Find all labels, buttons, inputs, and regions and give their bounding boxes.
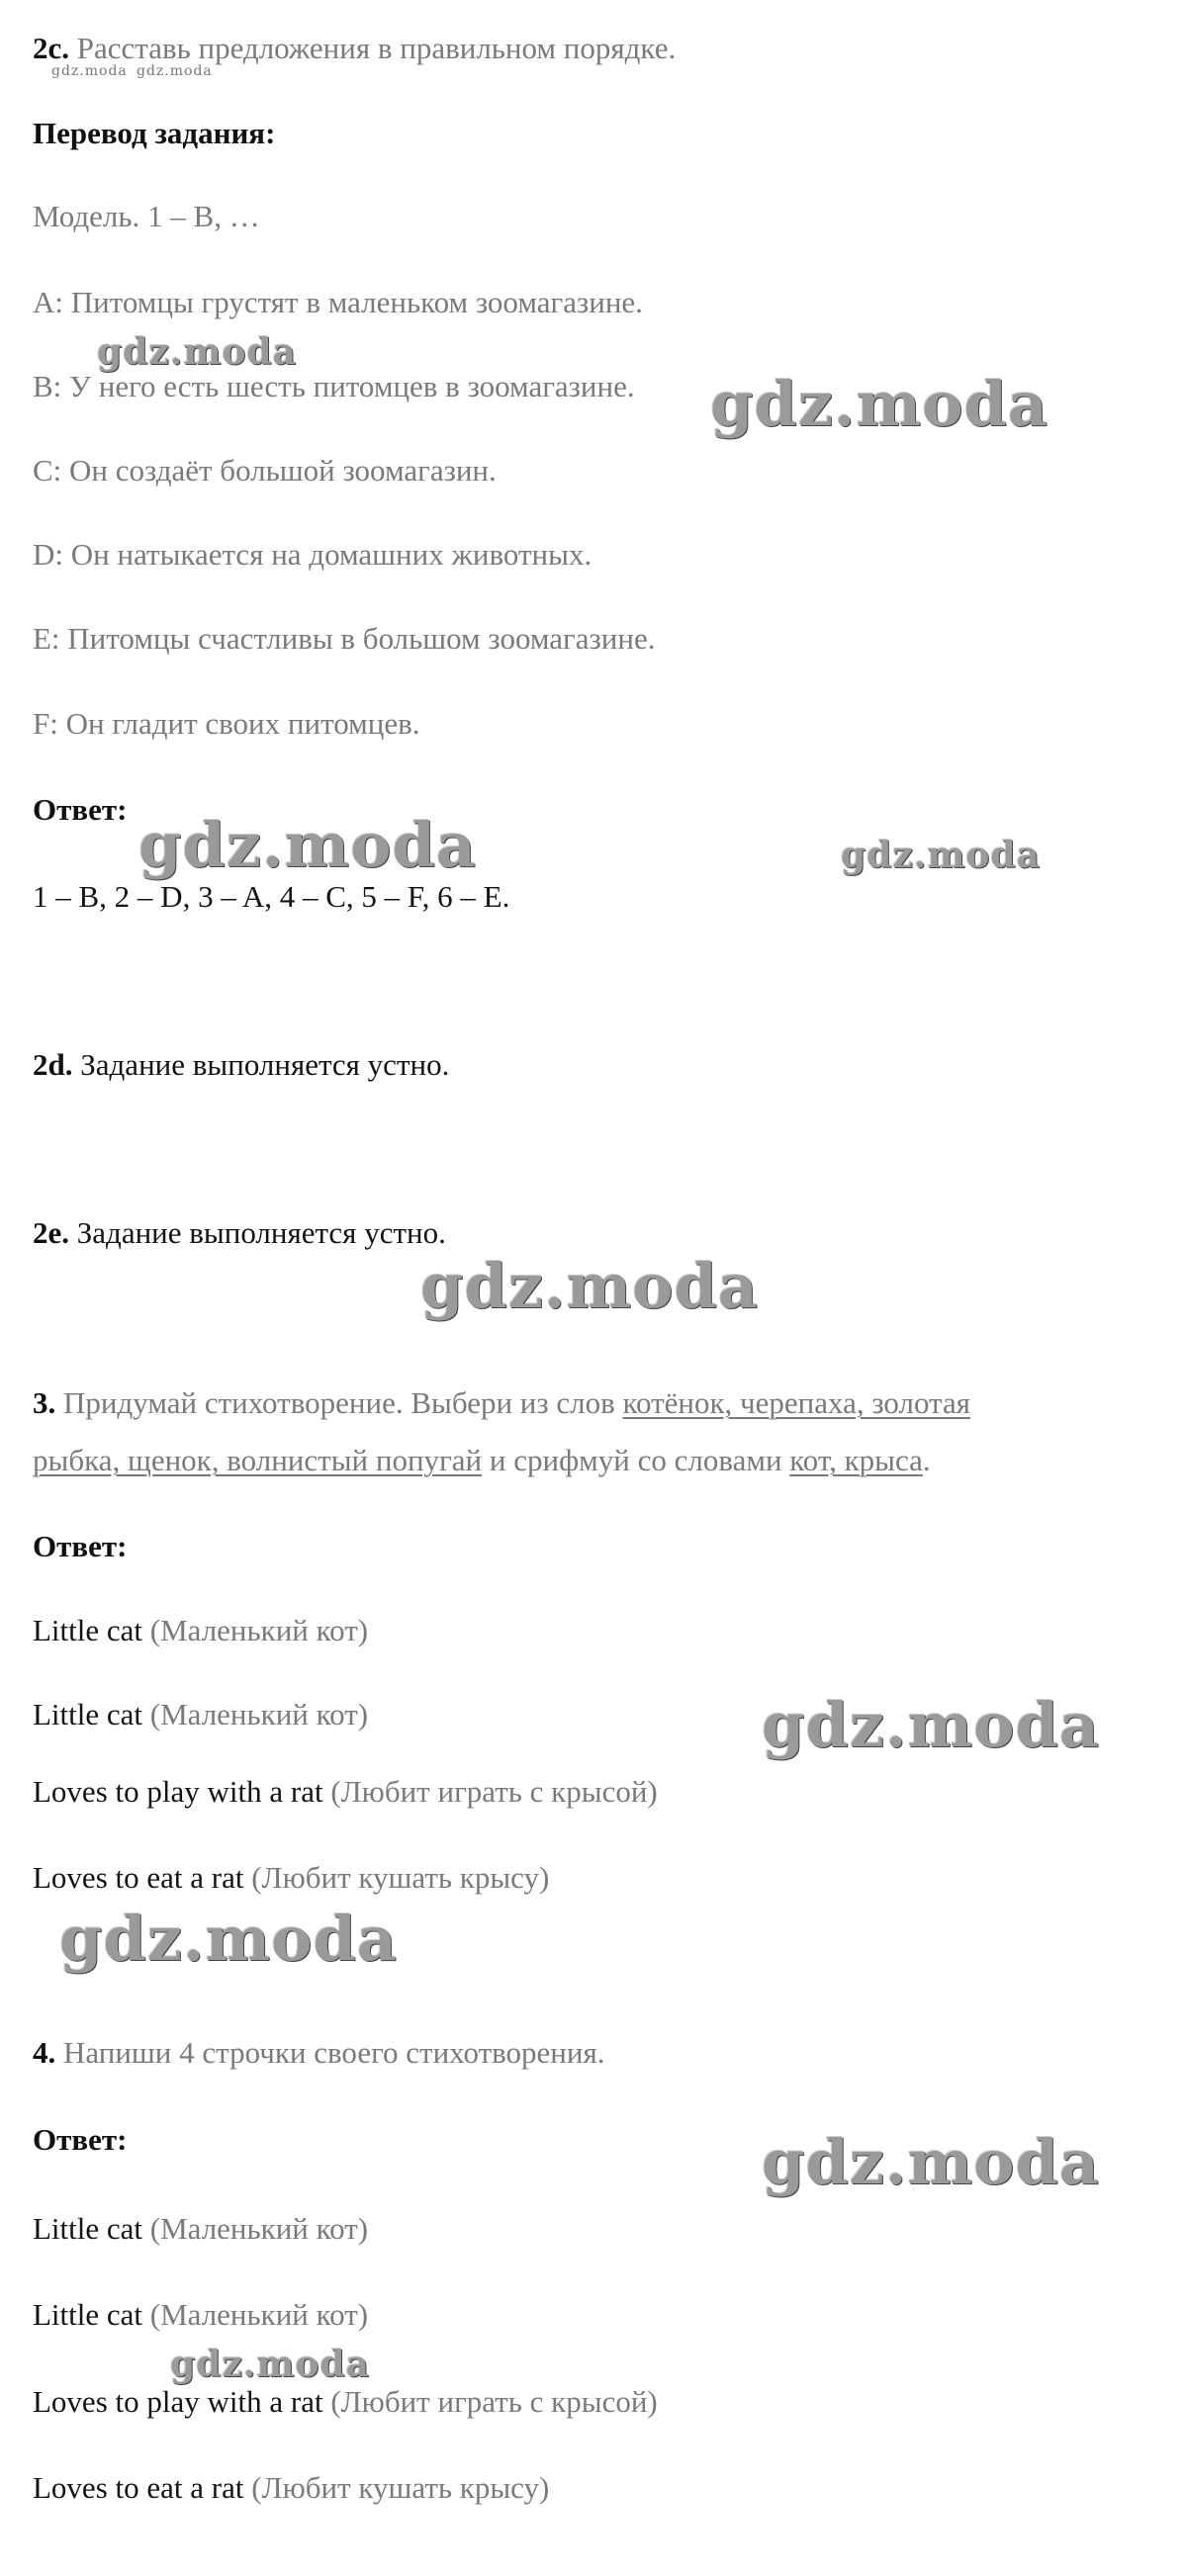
poem-line xyxy=(33,2210,368,2248)
poem-ru: (Маленький кот) xyxy=(149,2297,369,2332)
watermark: gdz.moda xyxy=(762,2126,1100,2198)
list-item: A: Питомцы грустят в маленьком зоомагазине. xyxy=(33,285,643,319)
watermark: gdz.moda xyxy=(97,331,297,373)
watermark: gdz.moda xyxy=(420,1250,759,1322)
poem-ru: (Маленький кот) xyxy=(149,2211,369,2246)
answer-heading: Ответ: xyxy=(33,792,128,827)
watermark: gdz.moda xyxy=(170,2344,370,2385)
poem-ru: (Любит играть с крысой) xyxy=(330,1774,658,1809)
watermark: gdz.moda xyxy=(59,1903,398,1975)
task-number: 2c. xyxy=(33,31,70,65)
poem-line xyxy=(33,1696,368,1733)
poem-line xyxy=(33,2383,658,2421)
task-2e-heading xyxy=(33,1214,446,1252)
underlined-words: рыбка, щенок, волнистый попугай xyxy=(33,1443,483,1477)
poem-en: Loves to play with a rat xyxy=(33,1774,323,1809)
task-text: и срифмуй со словами xyxy=(482,1443,790,1477)
task-text: Придумай стихотворение. Выбери из слов xyxy=(63,1385,623,1420)
list-item: D: Он натыкается на домашних животных. xyxy=(33,537,592,572)
poem-en: Loves to eat a rat xyxy=(33,1860,244,1895)
poem-en: Little cat xyxy=(33,1697,143,1732)
watermark: gdz.moda xyxy=(51,63,128,79)
poem-line xyxy=(33,1773,658,1811)
task-2c-heading xyxy=(33,30,676,67)
poem-en: Loves to play with a rat xyxy=(33,2384,323,2419)
list-item: F: Он гладит своих питомцев. xyxy=(33,706,420,741)
watermark: gdz.moda xyxy=(138,809,477,881)
task-text: . xyxy=(922,1443,931,1477)
task-text: Задание выполняется устно. xyxy=(80,1047,450,1082)
poem-ru: (Маленький кот) xyxy=(149,1613,369,1647)
task-4-heading xyxy=(33,2034,605,2072)
poem-ru: (Любит кушать крысу) xyxy=(251,1860,550,1895)
model-line: Модель. 1 – B, … xyxy=(33,199,260,233)
task-text: Расставь предложения в правильном порядке. xyxy=(76,31,677,65)
poem-en: Little cat xyxy=(33,1613,143,1647)
list-item: E: Питомцы счастливы в большом зоомагазине. xyxy=(33,621,656,656)
task-number: 3. xyxy=(33,1385,56,1420)
watermark: gdz.moda xyxy=(137,63,213,79)
task-number: 2e. xyxy=(33,1215,70,1250)
poem-en: Loves to eat a rat xyxy=(33,2470,244,2505)
poem-ru: (Любит играть с крысой) xyxy=(330,2384,658,2419)
task-number: 2d. xyxy=(33,1047,73,1082)
poem-ru: (Маленький кот) xyxy=(149,1697,369,1732)
task-2d-heading xyxy=(33,1046,449,1084)
watermark: gdz.moda xyxy=(841,835,1041,876)
poem-line xyxy=(33,2296,368,2334)
watermark: gdz.moda xyxy=(762,1689,1100,1761)
translation-heading: Перевод задания: xyxy=(33,116,276,150)
underlined-words: кот, крыса xyxy=(789,1443,923,1477)
task-number: 4. xyxy=(33,2035,56,2070)
poem-ru: (Любит кушать крысу) xyxy=(251,2470,550,2505)
task-text: Задание выполняется устно. xyxy=(76,1215,446,1250)
list-item: B: У него есть шесть питомцев в зоомагазине. xyxy=(33,369,635,403)
answer-text: 1 – B, 2 – D, 3 – A, 4 – C, 5 – F, 6 – E. xyxy=(33,879,510,914)
poem-line xyxy=(33,1859,549,1897)
poem-en: Little cat xyxy=(33,2211,143,2246)
underlined-words: котёнок, черепаха, золотая xyxy=(622,1385,971,1420)
watermark: gdz.moda xyxy=(710,368,1048,440)
poem-line xyxy=(33,1612,368,1649)
task-3-heading xyxy=(33,1384,970,1422)
list-item: C: Он создаёт большой зоомагазин. xyxy=(33,453,497,488)
answer-heading: Ответ: xyxy=(33,1529,128,1563)
task-text: Напиши 4 строчки своего стихотворения. xyxy=(63,2035,605,2070)
poem-line xyxy=(33,2469,549,2507)
poem-en: Little cat xyxy=(33,2297,143,2332)
answer-heading: Ответ: xyxy=(33,2122,128,2157)
task-3-heading-cont xyxy=(33,1442,931,1479)
